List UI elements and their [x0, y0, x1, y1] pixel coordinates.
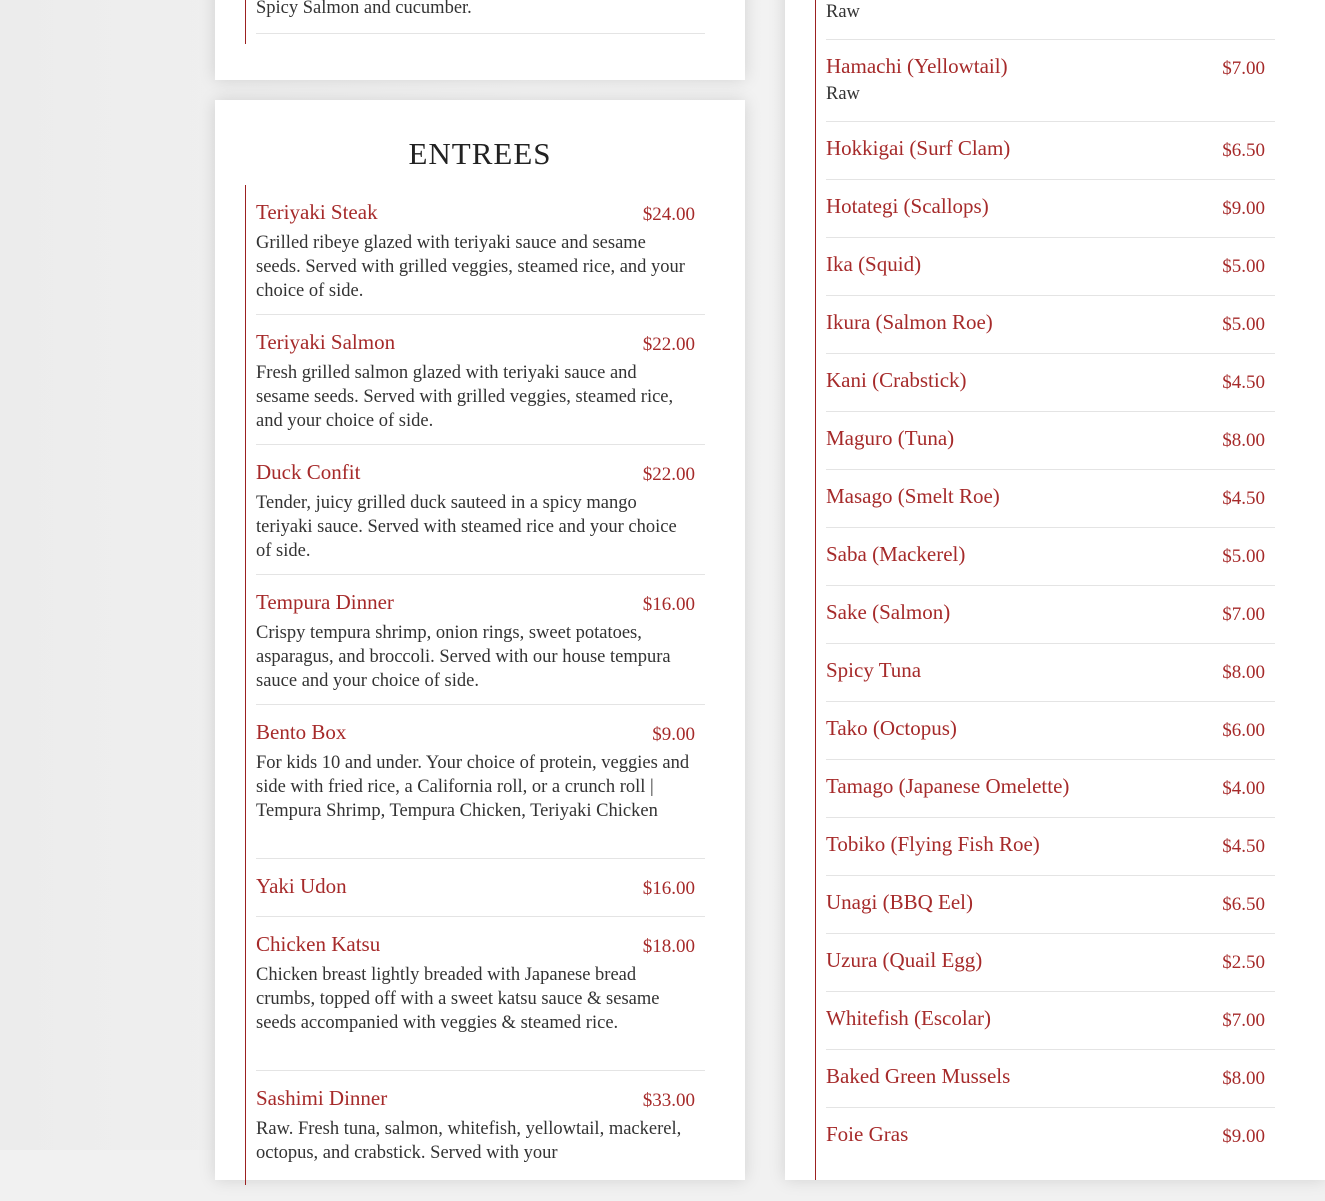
menu-item: [256, 874, 705, 917]
item-price: $4.50: [1222, 372, 1265, 393]
item-name: Tako (Octopus): [826, 716, 957, 740]
previous-section-card: [215, 0, 745, 80]
item-price: $4.50: [1222, 836, 1265, 857]
entrees-section-card: [215, 100, 745, 1180]
section-rail: [815, 0, 816, 1180]
item-description: Grilled ribeye glazed with teriyaki sauce and sesame seeds. Served with grilled veggies, steamed rice, and your choice of side.: [256, 233, 685, 301]
item-price: $5.00: [1222, 314, 1265, 335]
item-price: $2.50: [1222, 952, 1265, 973]
item-name: Foie Gras: [826, 1122, 909, 1146]
section-title: ENTREES: [408, 136, 552, 171]
item-name: Ika (Squid): [826, 252, 922, 276]
menu-item: [256, 720, 705, 859]
menu-item: [826, 310, 1275, 354]
item-name: Baked Green Mussels: [826, 1064, 1011, 1088]
item-name: Kani (Crabstick): [826, 368, 967, 392]
menu-item: [826, 1006, 1275, 1050]
item-description: Crispy tempura shrimp, onion rings, sweet potatoes, asparagus, and broccoli. Served with our house tempura sauce and your choice of side.: [256, 623, 671, 691]
item-name: Tempura Dinner: [256, 590, 394, 614]
item-name: Sake (Salmon): [826, 600, 951, 624]
item-price: $16.00: [642, 594, 695, 615]
item-price: $5.00: [1222, 256, 1265, 277]
item-description: Spicy Salmon and cucumber.: [256, 0, 472, 18]
menu-item: [826, 54, 1275, 122]
item-price: $6.50: [1222, 894, 1265, 915]
item-description: Tender, juicy grilled duck sauteed in a spicy mango teriyaki sauce. Served with steamed rice and your choice of side.: [256, 493, 677, 561]
section-rail: [245, 185, 246, 1185]
item-price: $5.00: [1222, 546, 1265, 567]
item-price: $33.00: [642, 1090, 695, 1111]
item-price: $7.00: [1222, 604, 1265, 625]
item-description: For kids 10 and under. Your choice of protein, veggies and side with fried rice, a California roll, or a crunch roll | Tempura Shrimp, Tempura Chicken, Teriyaki Chicken: [256, 753, 690, 821]
menu-item: [256, 200, 705, 315]
item-name: Hokkigai (Surf Clam): [826, 136, 1011, 160]
item-description: Raw: [826, 84, 860, 104]
item-name: Chicken Katsu: [256, 932, 381, 956]
item-price: $6.50: [1222, 140, 1265, 161]
item-price: $22.00: [642, 334, 695, 355]
item-price: $8.00: [1222, 430, 1265, 451]
menu-item: [826, 542, 1275, 586]
item-name: Tobiko (Flying Fish Roe): [826, 832, 1040, 856]
menu-item: [826, 716, 1275, 760]
menu-item: [826, 658, 1275, 702]
nigiri-section-card: [785, 0, 1325, 1180]
item-name: Unagi (BBQ Eel): [826, 890, 973, 914]
menu-item: [826, 1122, 1275, 1166]
item-price: $22.00: [642, 464, 695, 485]
item-price: $7.00: [1222, 58, 1265, 79]
menu-item: [826, 832, 1275, 876]
item-description: Raw: [826, 2, 860, 22]
item-description: Chicken breast lightly breaded with Japanese bread crumbs, topped off with a sweet katsu sauce & sesame seeds accompanied with veggies & steamed rice.: [256, 965, 660, 1033]
menu-item: [826, 0, 1275, 40]
item-description: Fresh grilled salmon glazed with teriyaki sauce and sesame seeds. Served with grilled veggies, steamed rice, and your choice of side.: [256, 363, 674, 431]
item-name: Hamachi (Yellowtail): [826, 54, 1008, 78]
item-name: Spicy Tuna: [826, 658, 922, 682]
menu-item: [256, 0, 705, 34]
item-name: Yaki Udon: [256, 874, 347, 898]
item-price: $16.00: [642, 878, 695, 899]
item-price: $8.00: [1222, 662, 1265, 683]
item-price: $24.00: [642, 204, 695, 225]
item-name: Hotategi (Scallops): [826, 194, 989, 218]
item-name: Sashimi Dinner: [256, 1086, 388, 1110]
menu-item: [826, 1064, 1275, 1108]
item-price: $18.00: [642, 936, 695, 957]
menu-item: [256, 1086, 705, 1201]
item-name: Maguro (Tuna): [826, 426, 955, 450]
item-name: Duck Confit: [256, 460, 361, 484]
menu-item: [826, 774, 1275, 818]
menu-item: [826, 484, 1275, 528]
item-price: $8.00: [1222, 1068, 1265, 1089]
item-price: $7.00: [1222, 1010, 1265, 1031]
item-name: Ikura (Salmon Roe): [826, 310, 993, 334]
item-name: Whitefish (Escolar): [826, 1006, 992, 1030]
menu-item: [826, 890, 1275, 934]
item-name: Teriyaki Salmon: [256, 330, 396, 354]
item-name: Saba (Mackerel): [826, 542, 966, 566]
item-price: $4.00: [1222, 778, 1265, 799]
item-price: $9.00: [652, 724, 695, 745]
item-name: Tamago (Japanese Omelette): [826, 774, 1070, 798]
menu-item: [826, 426, 1275, 470]
item-name: Uzura (Quail Egg): [826, 948, 983, 972]
item-name: Masago (Smelt Roe): [826, 484, 1000, 508]
section-rail: [245, 0, 246, 44]
item-description: Raw. Fresh tuna, salmon, whitefish, yellowtail, mackerel, octopus, and crabstick. Served with your: [256, 1119, 682, 1163]
item-price: $6.00: [1222, 720, 1265, 741]
menu-item: [826, 136, 1275, 180]
item-name: Teriyaki Steak: [256, 200, 378, 224]
item-price: $4.50: [1222, 488, 1265, 509]
menu-item: [826, 194, 1275, 238]
item-name: Bento Box: [256, 720, 347, 744]
item-price: $9.00: [1222, 1126, 1265, 1147]
menu-item: [826, 252, 1275, 296]
item-price: $9.00: [1222, 198, 1265, 219]
menu-item: [256, 590, 705, 705]
menu-item: [826, 368, 1275, 412]
menu-item: [256, 460, 705, 575]
menu-item: [826, 948, 1275, 992]
menu-item: [256, 330, 705, 445]
menu-item: [256, 932, 705, 1071]
menu-item: [826, 600, 1275, 644]
